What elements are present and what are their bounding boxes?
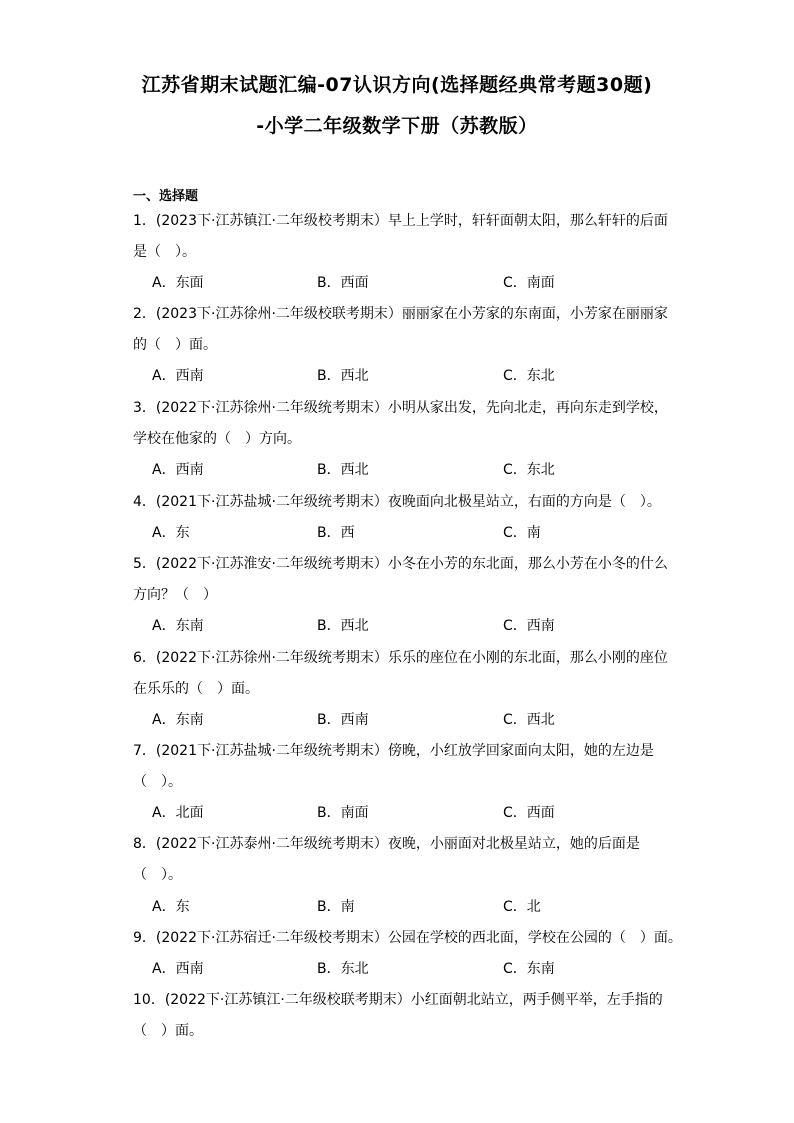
option-c: C．西南 [503,618,555,634]
option-c: C．南面 [503,275,555,291]
options-3 [152,455,652,486]
option-b: B．西北 [317,618,369,634]
question-text-cont: （ ）面。 [133,1023,203,1039]
question-text-cont: 的（ ）面。 [133,337,217,353]
option-c: C．北 [503,899,541,915]
question-text: 10．(2022下·江苏镇江·二年级校联考期末）小红面朝北站立，两手侧平举，左手指的 [133,992,663,1008]
question-text: 6．(2022下·江苏徐州·二年级统考期末）乐乐的座位在小刚的东北面，那么小刚的座位 [133,650,668,666]
question-text: 5．(2022下·江苏淮安·二年级统考期末）小冬在小芳的东北面，那么小芳在小冬的什么 [133,556,668,572]
option-c: C．东北 [503,368,555,384]
question-text-cont: 是（ ）。 [133,244,196,260]
options-4 [152,518,652,549]
option-a: A．西南 [152,961,204,977]
options-5 [152,611,652,642]
option-c: C．东北 [503,462,555,478]
option-b: B．西北 [317,462,369,478]
option-a: A．东 [152,525,190,541]
question-5 [133,549,668,611]
option-a: A．东面 [152,275,204,291]
option-b: B．西南 [317,712,369,728]
question-8 [133,829,663,891]
question-text: 8．(2022下·江苏泰州·二年级统考期末）夜晚，小丽面对北极星站立，她的后面是 [133,836,640,852]
option-a: A．东南 [152,712,204,728]
option-b: B．南 [317,899,355,915]
options-7 [152,798,652,829]
option-a: A．西南 [152,368,204,384]
document-title-line1: 江苏省期末试题汇编-07认识方向(选择题经典常考题30题) [141,74,653,96]
document-title-line2: -小学二年级数学下册（苏教版） [256,115,538,137]
section-heading: 一、选择题 [133,189,199,204]
option-a: A．东南 [152,618,204,634]
option-b: B．西北 [317,368,369,384]
question-text: 2．(2023下·江苏徐州·二年级校联考期末）丽丽家在小芳家的东南面，小芳家在丽丽家 [133,306,668,322]
option-c: C．西北 [503,712,555,728]
question-9 [133,923,682,954]
options-1 [152,268,652,299]
question-text: 1．(2023下·江苏镇江·二年级校考期末）早上上学时，轩轩面朝太阳，那么轩轩的后面 [133,213,668,229]
question-4 [133,487,663,518]
question-text-cont: （ ）。 [133,774,182,790]
option-c: C．西面 [503,805,555,821]
option-b: B．西面 [317,275,369,291]
question-text: 7．(2021下·江苏盐城·二年级统考期末）傍晚，小红放学回家面向太阳，她的左边是 [133,743,654,759]
question-2 [133,299,668,361]
option-b: B．西 [317,525,355,541]
option-a: A．东 [152,899,190,915]
question-text: 9．(2022下·江苏宿迁·二年级校考期末）公园在学校的西北面，学校在公园的（ ）面。 [133,930,682,946]
options-2 [152,361,652,392]
options-6 [152,705,652,736]
option-c: C．南 [503,525,541,541]
question-1 [133,206,668,268]
options-9 [152,954,652,985]
option-c: C．东南 [503,961,555,977]
question-3 [133,393,668,455]
option-a: A．北面 [152,805,204,821]
option-a: A．西南 [152,462,204,478]
question-text-cont: （ ）。 [133,867,182,883]
question-7 [133,736,663,798]
question-text: 3．(2022下·江苏徐州·二年级统考期末）小明从家出发，先向北走，再向东走到学校， [133,400,668,416]
option-b: B．东北 [317,961,369,977]
option-b: B．南面 [317,805,369,821]
question-10 [133,985,663,1047]
question-text-cont: 在乐乐的（ ）面。 [133,681,259,697]
question-text: 4．(2021下·江苏盐城·二年级统考期末）夜晚面向北极星站立，右面的方向是（ ）。 [133,494,661,510]
question-6 [133,643,668,705]
question-text-cont: 学校在他家的（ ）方向。 [133,431,301,447]
question-text-cont: 方向？（ ） [133,587,217,603]
options-8 [152,892,652,923]
